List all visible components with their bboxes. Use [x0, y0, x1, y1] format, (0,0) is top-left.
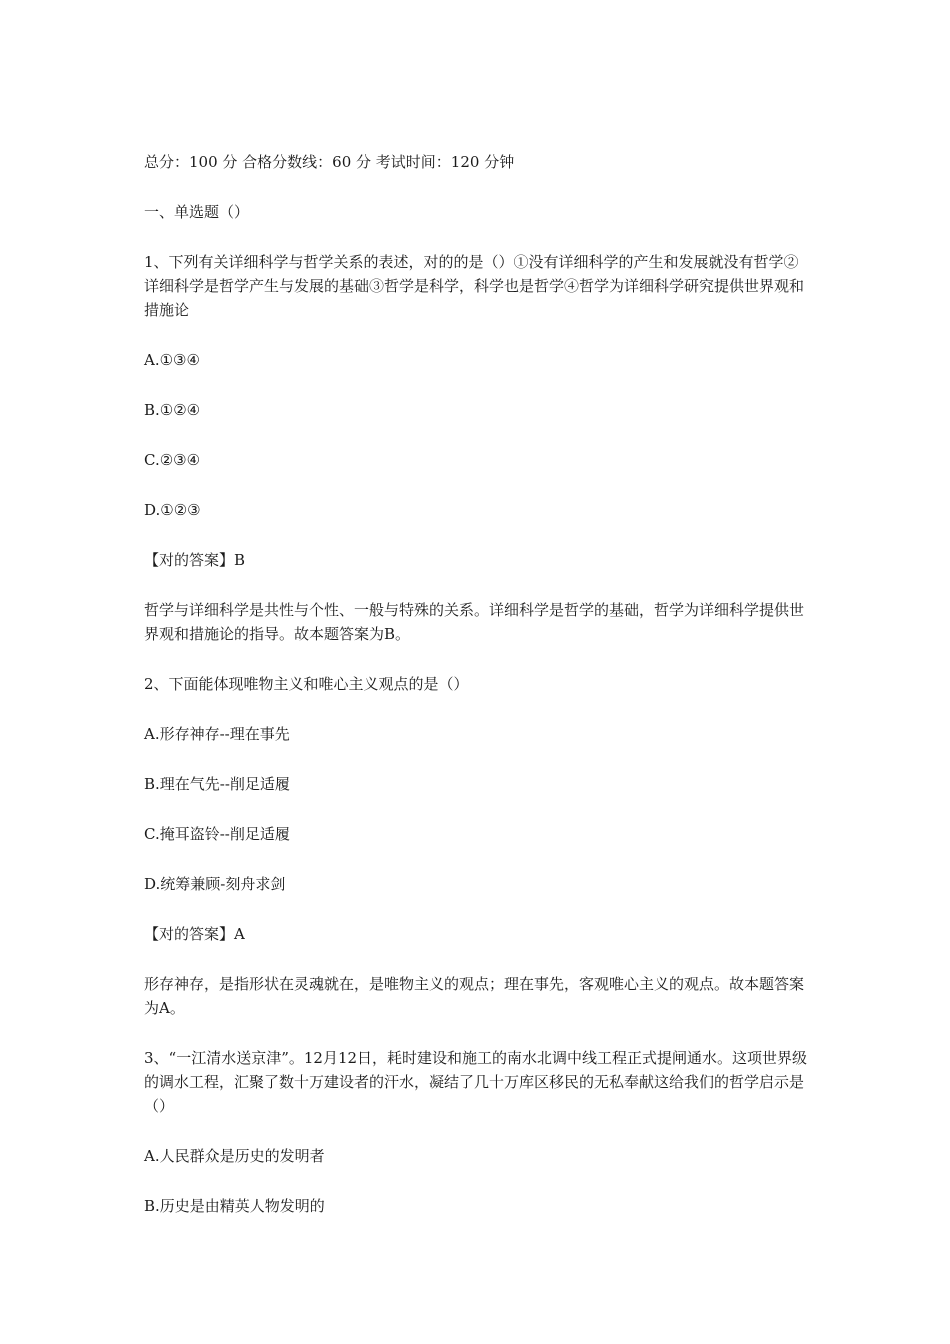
explanation: 哲学与详细科学是共性与个性、一般与特殊的关系。详细科学是哲学的基础，哲学为详细科学提供世界观和措施论的指导。故本题答案为B。: [144, 601, 805, 643]
option-d: D.统筹兼顾-刻舟求剑: [144, 875, 286, 893]
explanation: 形存神存，是指形状在灵魂就在，是唯物主义的观点；理在事先，客观唯心主义的观点。故本题答案为A。: [144, 975, 805, 1017]
exam-info: 总分：100 分 合格分数线：60 分 考试时间：120 分钟: [144, 153, 515, 171]
option-b: B.历史是由精英人物发明的: [144, 1197, 325, 1215]
option-d: D.①②③: [144, 501, 201, 519]
answer: 【对的答案】A: [144, 925, 245, 943]
option-a: A.人民群众是历史的发明者: [144, 1147, 325, 1165]
option-c: C.掩耳盗铃--削足适履: [144, 825, 290, 843]
question-stem: 2、下面能体现唯物主义和唯心主义观点的是（）: [144, 675, 469, 693]
question-stem: 1、下列有关详细科学与哲学关系的表述，对的的是（）①没有详细科学的产生和发展就没有哲学②详细科学是哲学产生与发展的基础③哲学是科学，科学也是哲学④哲学为详细科学研究提供世界观和措施论: [144, 253, 805, 319]
option-a: A.形存神存--理在事先: [144, 725, 290, 743]
option-b: B.①②④: [144, 401, 201, 419]
document-body: [144, 150, 810, 1218]
answer: 【对的答案】B: [144, 551, 246, 569]
option-c: C.②③④: [144, 451, 201, 469]
question-stem: 3、“一江清水送京津”。12月12日，耗时建设和施工的南水北调中线工程正式提闸通水。这项世界级的调水工程，汇聚了数十万建设者的汗水，凝结了几十万库区移民的无私奉献这给我们的哲学启示是（）: [144, 1049, 808, 1115]
option-b: B.理在气先--削足适履: [144, 775, 290, 793]
option-a: A.①③④: [144, 351, 200, 369]
section-title: 一、单选题（）: [144, 203, 250, 221]
